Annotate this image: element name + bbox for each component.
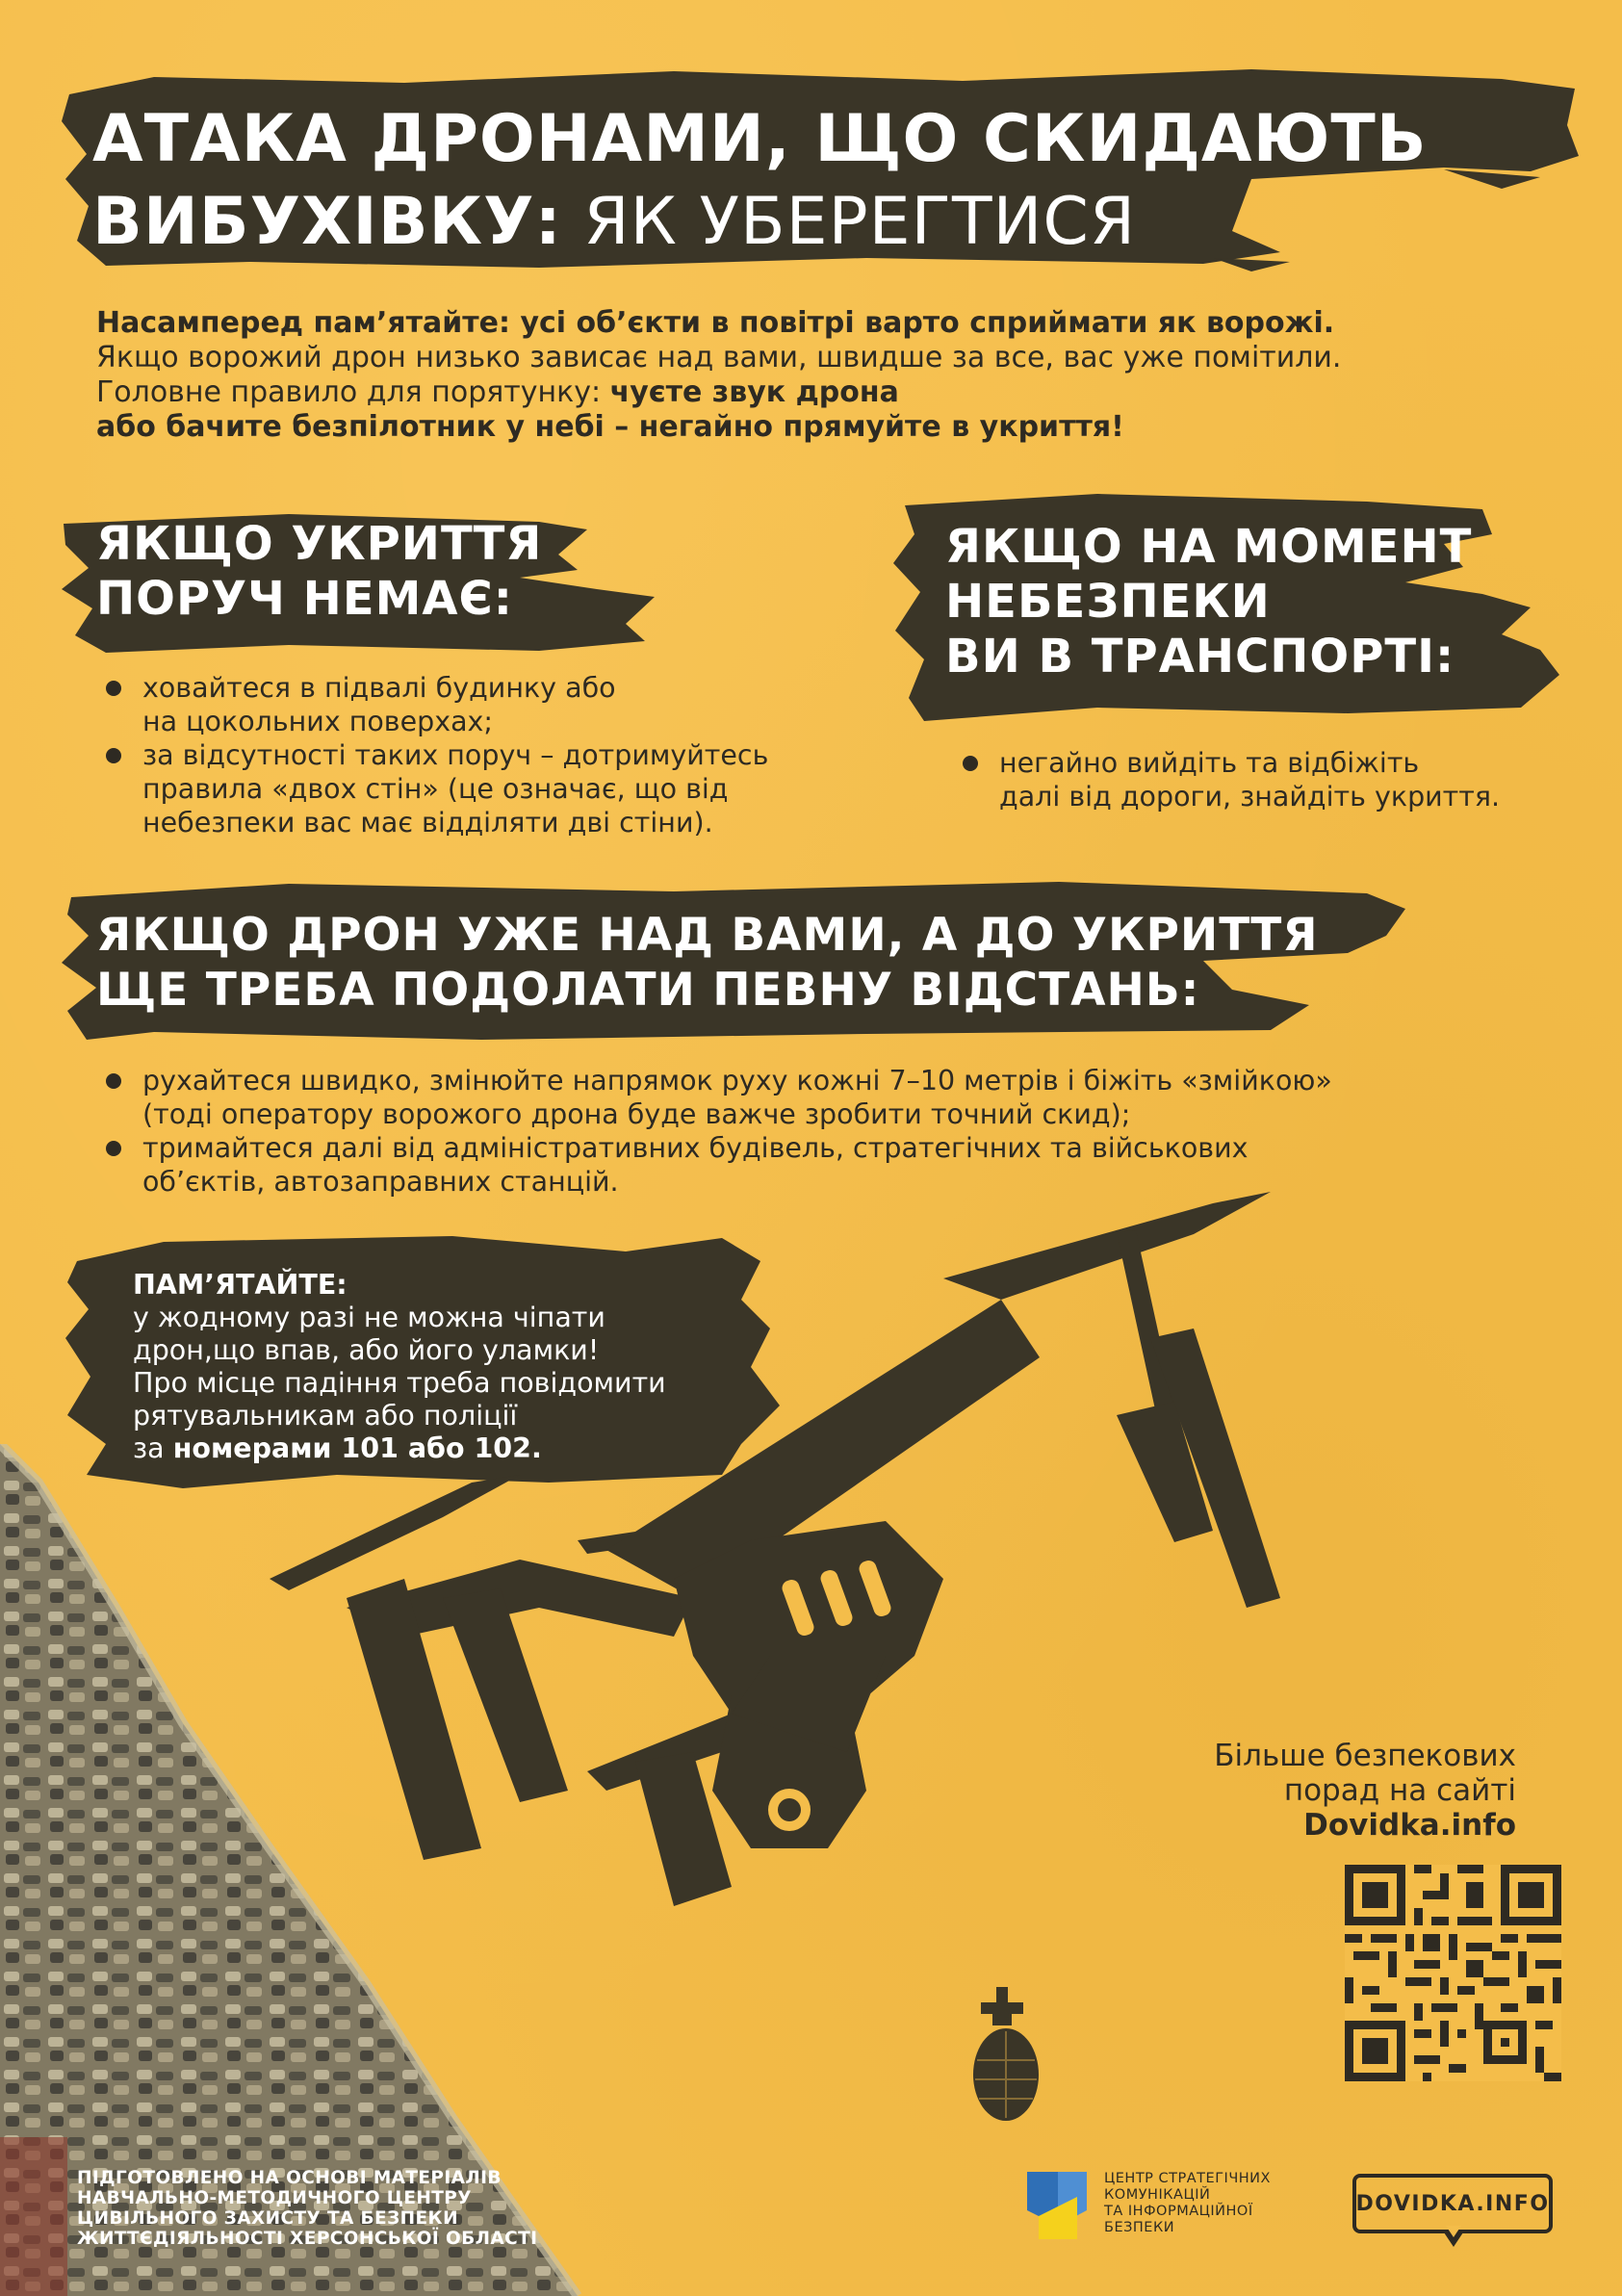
- drone-above-heading-line-2: ЩЕ ТРЕБА ПОДОЛАТИ ПЕВНУ ВІДСТАНЬ:: [96, 964, 1200, 1017]
- list-item: [98, 1064, 1504, 1131]
- intro-line-2: Якщо ворожий дрон низько зависає над вами, швидше за все, вас уже помітили.: [96, 341, 1342, 374]
- list-item-line: небезпеки вас має відділяти дві стіни).: [142, 807, 713, 838]
- list-item-line: ховайтеся в підвалі будинку або: [142, 672, 616, 704]
- remember-line-1: у жодному разі не можна чіпати: [133, 1302, 605, 1333]
- footer-line-2: НАВЧАЛЬНО-МЕТОДИЧНОГО ЦЕНТРУ: [77, 2188, 472, 2208]
- list-item: [98, 671, 888, 738]
- title-bold-part: ВИБУХІВКУ:: [92, 184, 562, 260]
- ccsis-line-2: КОМУНІКАЦІЙ: [1104, 2187, 1211, 2203]
- more-info: [1214, 1739, 1516, 1843]
- qr-code[interactable]: [1345, 1865, 1561, 2081]
- list-item-line: об’єктів, автозаправних станцій.: [142, 1166, 619, 1198]
- footer-line-3: ЦИВІЛЬНОГО ЗАХИСТУ ТА БЕЗПЕКИ: [77, 2208, 458, 2229]
- list-item-line: (тоді оператору ворожого дрона буде важче зробити точний скид);: [142, 1098, 1131, 1130]
- intro-text: [96, 306, 1598, 445]
- list-item: [98, 738, 888, 839]
- ccsis-line-1: ЦЕНТР СТРАТЕГІЧНИХ: [1104, 2171, 1271, 2186]
- title-line-2: [92, 181, 1556, 264]
- list-item-line: тримайтеся далі від адміністративних будівель, стратегічних та військових: [142, 1132, 1249, 1164]
- remember-line-5: за: [133, 1432, 173, 1464]
- intro-line-1: Насамперед пам’ятайте: усі об’єкти в повітрі варто сприймати як ворожі.: [96, 306, 1335, 340]
- transport-heading-line-3: ВИ В ТРАНСПОРТІ:: [945, 630, 1455, 684]
- ccsis-line-3: ТА ІНФОРМАЦІЙНОЇ: [1104, 2204, 1253, 2219]
- list-item-line: за відсутності таких поруч – дотримуйтесь: [142, 739, 769, 771]
- remember-heading: ПАМ’ЯТАЙТЕ:: [133, 1269, 348, 1301]
- intro-line-3-bold: чуєте звук дрона: [609, 375, 899, 409]
- drone-above-heading-line-1: ЯКЩО ДРОН УЖЕ НАД ВАМИ, А ДО УКРИТТЯ: [96, 909, 1319, 962]
- list-item-line: далі від дороги, знайдіть укриття.: [999, 781, 1501, 813]
- intro-line-4: або бачите безпілотник у небі – негайно прямуйте в укриття!: [96, 410, 1124, 444]
- remember-line-4: рятувальникам або поліції: [133, 1400, 518, 1432]
- title-line-1: АТАКА ДРОНАМИ, ЩО СКИДАЮТЬ: [92, 101, 1428, 177]
- grenade-icon: [967, 1983, 1044, 2128]
- more-info-line-1: Більше безпекових: [1214, 1739, 1516, 1773]
- bullet-icon: [963, 756, 978, 771]
- ccsis-line-4: БЕЗПЕКИ: [1104, 2220, 1175, 2235]
- bullet-icon: [106, 1073, 121, 1089]
- remember-line-3: Про місце падіння треба повідомити: [133, 1367, 666, 1399]
- no-shelter-heading: [96, 517, 542, 627]
- bullet-icon: [106, 1141, 121, 1156]
- footer-line-1: ПІДГОТОВЛЕНО НА ОСНОВІ МАТЕРІАЛІВ: [77, 2168, 502, 2188]
- no-shelter-list: [98, 671, 888, 839]
- bullet-icon: [106, 681, 121, 696]
- list-item-line: на цокольних поверхах;: [142, 706, 494, 737]
- list-item-line: правила «двох стін» (це означає, що від: [142, 773, 729, 805]
- more-info-line-2: порад на сайті: [1283, 1773, 1516, 1808]
- title-thin-part: ЯК УБЕРЕГТИСЯ: [561, 184, 1137, 260]
- drone-illustration: [154, 1174, 1482, 1964]
- transport-heading-line-1: ЯКЩО НА МОМЕНТ: [945, 520, 1473, 574]
- ccsis-logo-text: [1104, 2171, 1345, 2236]
- list-item-line: рухайтеся швидко, змінюйте напрямок руху кожні 7–10 метрів і біжіть «змійкою»: [142, 1065, 1332, 1096]
- no-shelter-heading-line-1: ЯКЩО УКРИТТЯ: [96, 517, 543, 571]
- footer-line-4: ЖИТТЄДІЯЛЬНОСТІ ХЕРСОНСЬКОЇ ОБЛАСТІ: [77, 2229, 538, 2249]
- transport-list: [955, 746, 1571, 813]
- transport-heading: [945, 520, 1472, 684]
- footer-credits: [77, 2168, 578, 2249]
- list-item: [955, 746, 1571, 813]
- remember-line-5-bold: номерами 101 або 102.: [172, 1432, 542, 1464]
- no-shelter-heading-line-2: ПОРУЧ НЕМАЄ:: [96, 572, 513, 626]
- page-title: [92, 98, 1556, 264]
- drone-above-heading: [96, 908, 1319, 1018]
- transport-heading-line-2: НЕБЕЗПЕКИ: [945, 575, 1271, 629]
- list-item-line: негайно вийдіть та відбіжіть: [999, 747, 1420, 779]
- site-link[interactable]: Dovidka.info: [1303, 1808, 1516, 1843]
- dovidka-logo-tail-inner: [1446, 2226, 1461, 2237]
- bullet-icon: [106, 748, 121, 763]
- dovidka-logo[interactable]: DOVIDKA.INFO: [1352, 2174, 1553, 2233]
- remember-line-2: дрон,що впав, або його уламки!: [133, 1334, 600, 1366]
- intro-line-3: Головне правило для порятунку:: [96, 375, 610, 409]
- ccsis-logo-icon: [1023, 2168, 1091, 2243]
